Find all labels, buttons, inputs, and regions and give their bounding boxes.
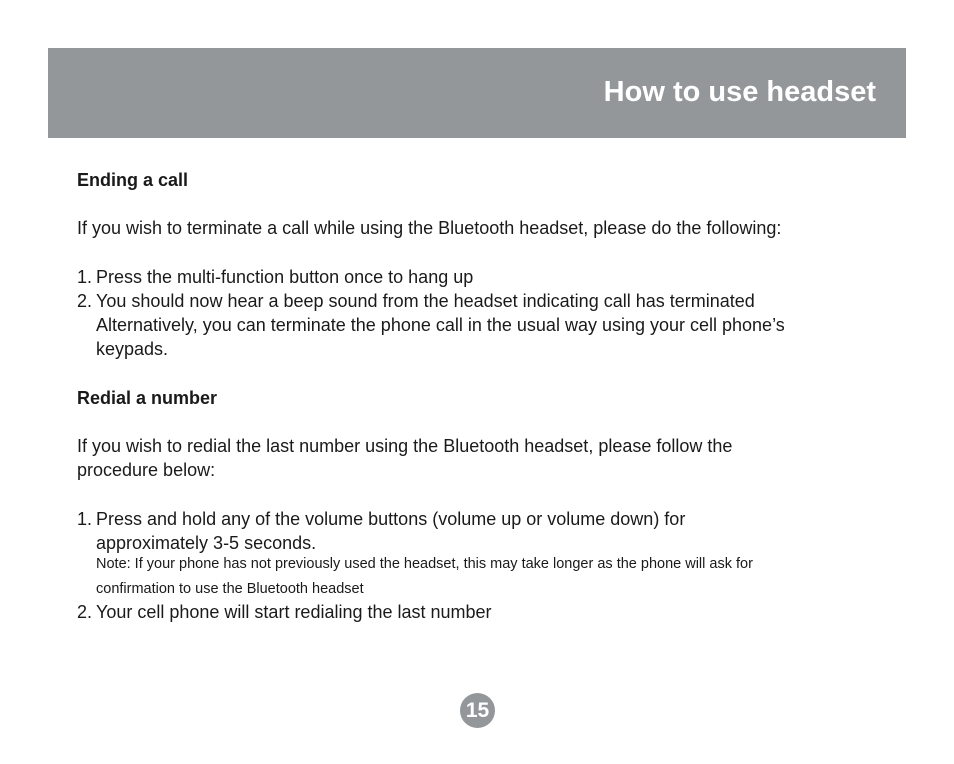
ending-call-step-2-continuation: Alternatively, you can terminate the phone call in the usual way using your cell phone’s: [96, 315, 785, 335]
step-text: You should now hear a beep sound from the headset indicating call has terminated: [96, 291, 755, 311]
ending-call-step-2-continuation: keypads.: [96, 339, 169, 359]
page-number-badge: 15: [460, 693, 495, 728]
redial-intro: If you wish to redial the last number using the Bluetooth headset, please follow the: [77, 436, 733, 456]
ending-call-step-1: [77, 265, 473, 289]
ending-call-intro: If you wish to terminate a call while using the Bluetooth headset, please do the following:: [77, 218, 782, 238]
step-number: 2.: [77, 602, 93, 622]
redial-step-1: [77, 507, 685, 531]
redial-intro-continuation: procedure below:: [77, 460, 216, 480]
step-text: Press and hold any of the volume buttons (volume up or volume down) for: [96, 509, 686, 529]
redial-note-continuation: confirmation to use the Bluetooth headset: [96, 581, 364, 597]
step-text: Press the multi-function button once to hang up: [96, 267, 474, 287]
page-title: How to use headset: [603, 76, 876, 108]
redial-step-1-continuation: approximately 3-5 seconds.: [96, 533, 317, 553]
ending-call-step-2: [77, 289, 755, 313]
step-number: 1.: [77, 509, 93, 529]
section-heading-ending-call: Ending a call: [77, 170, 189, 190]
step-number: 1.: [77, 267, 93, 287]
header-band: [48, 48, 906, 138]
step-number: 2.: [77, 291, 93, 311]
redial-note: Note: If your phone has not previously used the headset, this may take longer as the phone will ask for: [96, 556, 753, 572]
section-heading-redial: Redial a number: [77, 388, 218, 408]
redial-step-2: [77, 600, 492, 624]
step-text: Your cell phone will start redialing the last number: [96, 602, 492, 622]
